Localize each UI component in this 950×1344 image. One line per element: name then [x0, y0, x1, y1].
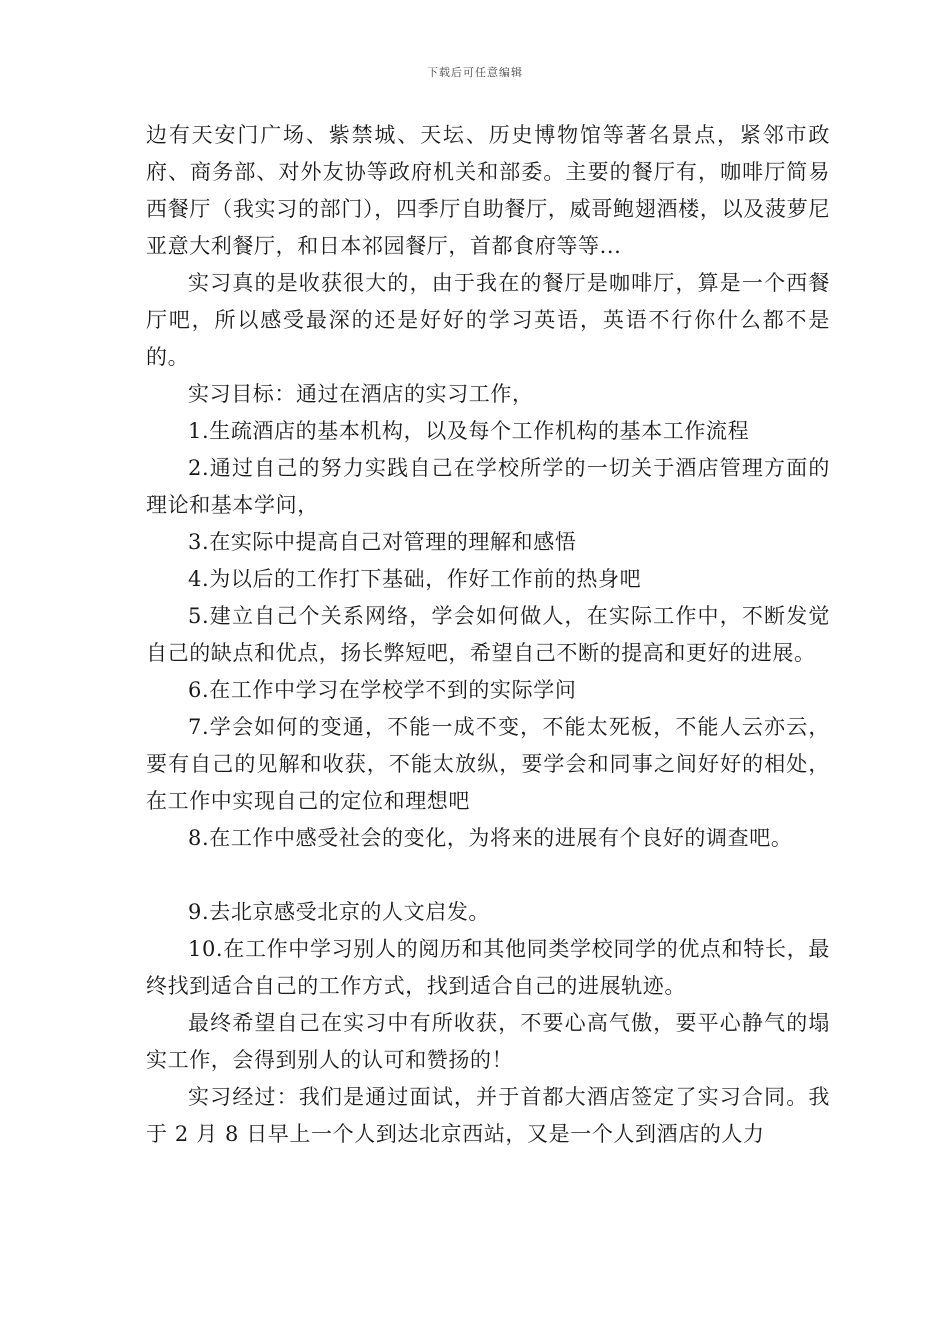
goal-item-10: 10.在工作中学习别人的阅历和其他同类学校同学的优点和特长，最终找到适合自己的工作方式，找到适合自己的进展轨迹。 [146, 937, 830, 998]
paragraph-harvest: 实习真的是收获很大的，由于我在的餐厅是咖啡厅，算是一个西餐厅吧，所以感受最深的还是好好的学习英语，英语不行你什么都不是的。 [146, 271, 830, 369]
goal-item-1: 1.生疏酒店的基本机构，以及每个工作机构的基本工作流程 [188, 419, 750, 443]
document-body [146, 117, 830, 1153]
goal-item-8: 8.在工作中感受社会的变化，为将来的进展有个良好的调查吧。 [188, 826, 793, 850]
goal-item-5: 5.建立自己个关系网络，学会如何做人，在实际工作中，不断发觉自己的缺点和优点，扬长弊短吧，希望自己不断的提高和更好的进展。 [146, 604, 830, 665]
goal-item-3: 3.在实际中提高自己对管理的理解和感悟 [188, 530, 577, 554]
goal-item-2: 2.通过自己的努力实践自己在学校所学的一切关于酒店管理方面的理论和基本学问， [146, 456, 830, 517]
paragraph-internship-process: 实习经过：我们是通过面试，并于首都大酒店签定了实习合同。我于 2 月 8 日早上一个人到达北京西站，又是一个人到酒店的人力 [146, 1085, 830, 1146]
goal-item-7: 7.学会如何的变通，不能一成不变，不能太死板，不能人云亦云，要有自己的见解和收获，不能太放纵，要学会和同事之间好好的相处，在工作中实现自己的定位和理想吧 [146, 715, 830, 813]
goal-item-9: 9.去北京感受北京的人文启发。 [188, 900, 491, 924]
goal-item-4: 4.为以后的工作打下基础，作好工作前的热身吧 [188, 567, 642, 591]
paragraph-restaurants: 边有天安门广场、紫禁城、天坛、历史博物馆等著名景点，紧邻市政府、商务部、对外友协等政府机关和部委。主要的餐厅有，咖啡厅简易西餐厅（我实习的部门），四季厅自助餐厅，威哥鲍翅酒楼，以及菠萝尼亚意大利餐厅，和日本祁园餐厅，首都食府等等... [146, 123, 830, 258]
page-header-note: 下载后可任意编辑 [427, 66, 523, 79]
paragraph-goal-intro: 实习目标：通过在酒店的实习工作， [188, 382, 534, 406]
goal-item-6: 6.在工作中学习在学校学不到的实际学问 [188, 678, 577, 702]
paragraph-final-hope: 最终希望自己在实习中有所收获，不要心高气傲，要平心静气的塌实工作，会得到别人的认可和赞扬的！ [146, 1011, 830, 1072]
